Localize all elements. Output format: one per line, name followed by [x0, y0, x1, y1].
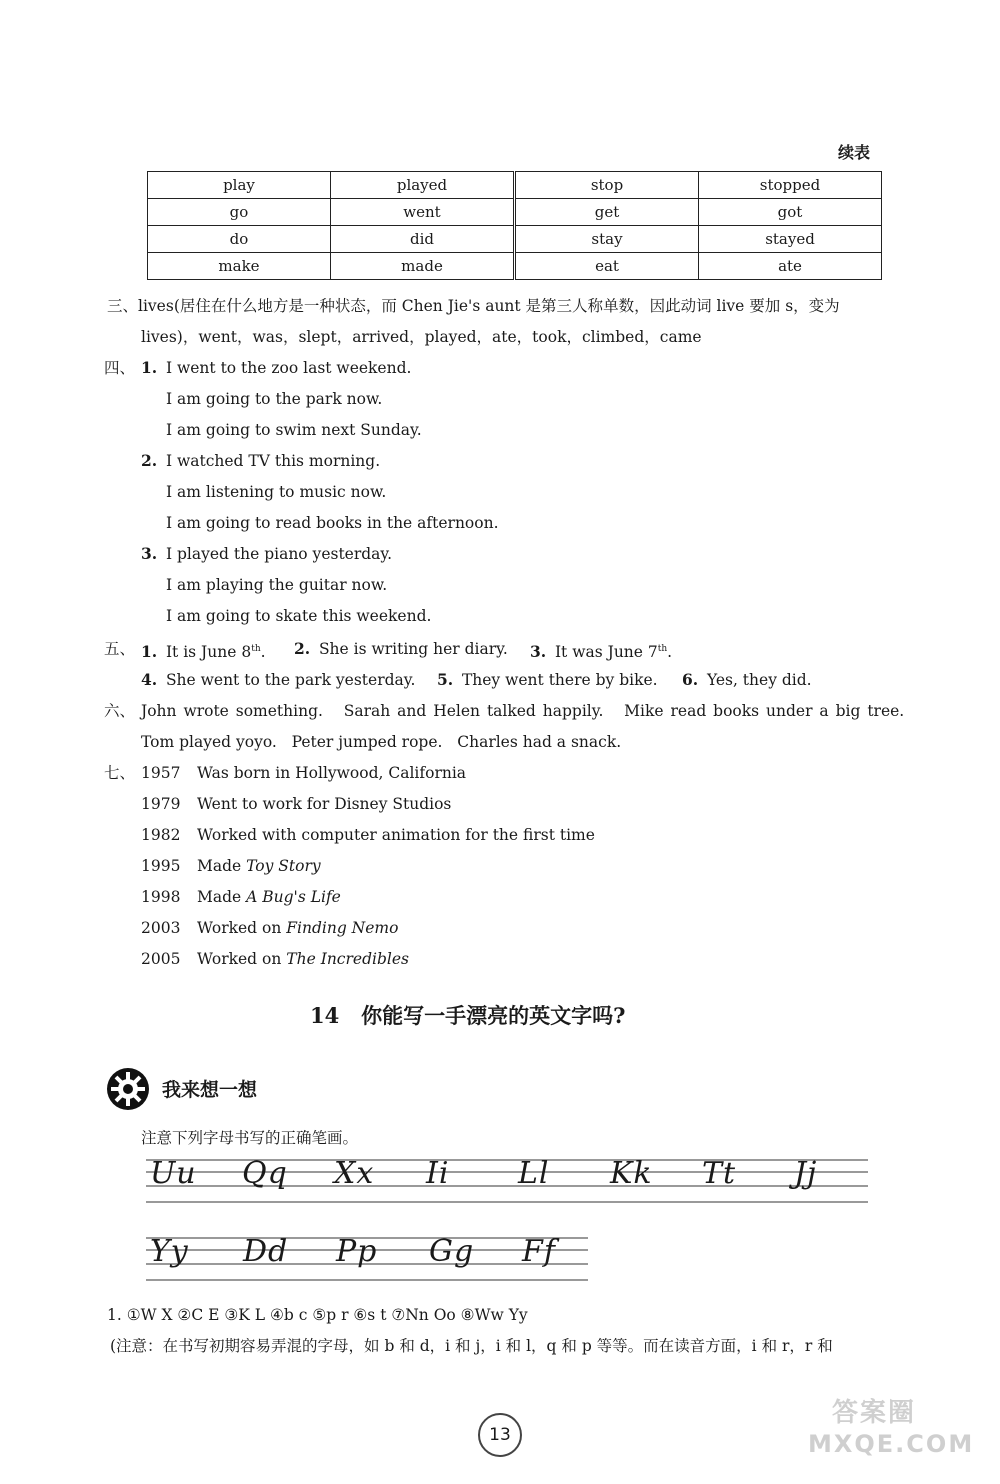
timeline-year: 1995 [141, 857, 181, 875]
superscript: th [657, 644, 668, 654]
section-4-line [166, 482, 386, 502]
section-3-line1: 三、lives(居住在什么地方是一种状态，而 Chen Jie's aunt 是第三人称单数，因此动词 live 要加 s，变为 [107, 297, 840, 315]
timeline-row [141, 763, 466, 783]
film-title: Toy Story [246, 857, 321, 875]
sentence: I am going to skate this weekend. [166, 607, 432, 625]
lesson-title: 14 你能写一手漂亮的英文字吗? [310, 1003, 626, 1028]
section-6-marker: 六、 [104, 702, 136, 720]
answer-1: 1. ①W X ②C E ③K L ④b c ⑤p r ⑥s t ⑦Nn Oo ⑧Ww Yy [107, 1306, 528, 1324]
section-5-item [141, 639, 266, 662]
verb-table-row [148, 226, 882, 253]
handwriting-letter-pair: Tt [702, 1156, 737, 1191]
section-3-line2: lives)，went，was，slept，arrived，played，ate，took，climbed，came [141, 328, 702, 346]
sentence: I am going to swim next Sunday. [166, 421, 422, 439]
handwriting-letter-pair: Xx [334, 1156, 375, 1191]
timeline-event: Went to work for Disney Studios [197, 795, 452, 813]
timeline-year: 2003 [141, 919, 181, 937]
sentence: I am playing the guitar now. [166, 576, 388, 594]
handwriting-letter-pair: Dd [243, 1234, 289, 1269]
punctuation: . [667, 643, 673, 662]
verb-table-cell: do [148, 226, 331, 253]
section-4-line [166, 389, 382, 409]
verb-table-cell: get [515, 199, 699, 226]
section-4-line [141, 358, 411, 378]
item-number: 3. [141, 544, 158, 563]
verb-table-cell: stopped [699, 172, 882, 199]
answer-text: They went there by bike. [461, 671, 658, 689]
handwriting-letter-pair: Ii [426, 1156, 450, 1191]
answer-text: Yes, they did. [706, 671, 812, 689]
verb-table-cell: got [699, 199, 882, 226]
verb-table-row [148, 172, 882, 199]
verb-table-cell: eat [515, 253, 699, 280]
verb-table-cell: make [148, 253, 331, 280]
sentence: I am going to read books in the afternoon. [166, 514, 499, 532]
timeline-year: 1998 [141, 888, 181, 906]
section-6-line1: John wrote something. Sarah and Helen talked happily. Mike read books under a big tree. [141, 702, 905, 720]
verb-table-cell: stayed [699, 226, 882, 253]
punctuation: . [260, 643, 266, 662]
verb-table-row [148, 253, 882, 280]
superscript: th [251, 644, 261, 654]
answer-text: It is June 8 [165, 643, 252, 662]
section-4-line [166, 606, 431, 626]
sentence: I am going to the park now. [166, 390, 383, 408]
item-number: 6. [682, 670, 699, 689]
verb-table-row [148, 199, 882, 226]
sentence: I played the piano yesterday. [165, 545, 393, 563]
section-4-line [141, 544, 392, 564]
timeline-row [141, 887, 341, 907]
item-number: 4. [141, 670, 158, 689]
handwriting-letter-pair: Gg [429, 1234, 475, 1269]
timeline-year: 2005 [141, 950, 181, 968]
handwriting-row2 [150, 1234, 615, 1269]
handwriting-letter-pair: Ff [522, 1234, 556, 1269]
verb-table-cell: ate [699, 253, 882, 280]
sentence: I watched TV this morning. [165, 452, 381, 470]
gear-icon [106, 1067, 150, 1115]
timeline-year: 1957 [141, 764, 181, 782]
verb-table-cell: made [331, 253, 515, 280]
handwriting-letter-pair: Kk [610, 1156, 653, 1191]
timeline-event: Worked on [197, 919, 287, 937]
answer-text: It was June 7 [554, 643, 658, 662]
page-number: 13 [478, 1413, 522, 1457]
film-title: A Bug's Life [246, 888, 341, 906]
timeline-row [141, 825, 595, 845]
section-5-item [682, 670, 812, 690]
timeline-event: Was born in Hollywood, California [197, 764, 467, 782]
film-title: The Incredibles [286, 950, 409, 968]
item-number: 1. [141, 642, 158, 662]
watermark-logo: 答案圈 [832, 1398, 917, 1428]
timeline-event: Made [197, 857, 247, 875]
film-title: Finding Nemo [286, 919, 399, 937]
handwriting-letter-pair: Ll [518, 1156, 550, 1191]
handwriting-row1 [150, 1156, 886, 1191]
verb-table-cell: play [148, 172, 331, 199]
watermark-url: MXQE.COM [808, 1430, 975, 1458]
handwriting-letter-pair: Yy [150, 1234, 189, 1269]
section-5-item [530, 639, 672, 662]
verb-table-cell: did [331, 226, 515, 253]
answer-text: She went to the park yesterday. [165, 671, 416, 689]
sentence: I am listening to music now. [166, 483, 387, 501]
handwriting-letter-pair: Uu [150, 1156, 197, 1191]
section-4-line [166, 420, 422, 440]
handwriting-letter-pair: Jj [794, 1156, 818, 1191]
section-7-marker: 七、 [104, 764, 136, 782]
timeline-row [141, 856, 321, 876]
continued-label: 续表 [838, 143, 871, 162]
timeline-event: Worked with computer animation for the first time [197, 826, 595, 844]
timeline-year: 1982 [141, 826, 181, 844]
verb-table-cell: go [148, 199, 331, 226]
item-number: 5. [437, 670, 454, 689]
handwriting-letter-pair: Qq [242, 1156, 288, 1191]
section-4-marker: 四、 [104, 359, 136, 377]
section-5-item [437, 670, 658, 690]
item-number: 2. [294, 639, 311, 658]
section-title: 我来想一想 [162, 1079, 258, 1101]
item-number: 1. [141, 358, 158, 377]
section-4-line [166, 513, 499, 533]
answer-text: She is writing her diary. [318, 640, 508, 658]
verb-table [147, 171, 882, 280]
timeline-event: Worked on [197, 950, 287, 968]
timeline-event: Made [197, 888, 247, 906]
item-number: 2. [141, 451, 158, 470]
timeline-row [141, 918, 398, 938]
timeline-row [141, 949, 409, 969]
verb-table-cell: stop [515, 172, 699, 199]
section-4-line [166, 575, 387, 595]
verb-table-cell: went [331, 199, 515, 226]
section-4-line [141, 451, 380, 471]
section-5-item [141, 670, 415, 690]
timeline-row [141, 794, 451, 814]
item-number: 3. [530, 642, 547, 662]
answer-note: (注意：在书写初期容易弄混的字母，如 b 和 d，i 和 j，i 和 l，q 和 p 等等。而在读音方面，i 和 r，r 和 [110, 1337, 833, 1355]
sentence: I went to the zoo last weekend. [165, 359, 412, 377]
verb-table-cell: played [331, 172, 515, 199]
section-5-marker: 五、 [104, 640, 136, 658]
section-5-item [294, 639, 508, 659]
section-6-line2: Tom played yoyo. Peter jumped rope. Charles had a snack. [141, 733, 622, 751]
handwriting-letter-pair: Pp [336, 1234, 378, 1269]
instruction: 注意下列字母书写的正确笔画。 [141, 1129, 359, 1147]
timeline-year: 1979 [141, 795, 181, 813]
verb-table-cell: stay [515, 226, 699, 253]
